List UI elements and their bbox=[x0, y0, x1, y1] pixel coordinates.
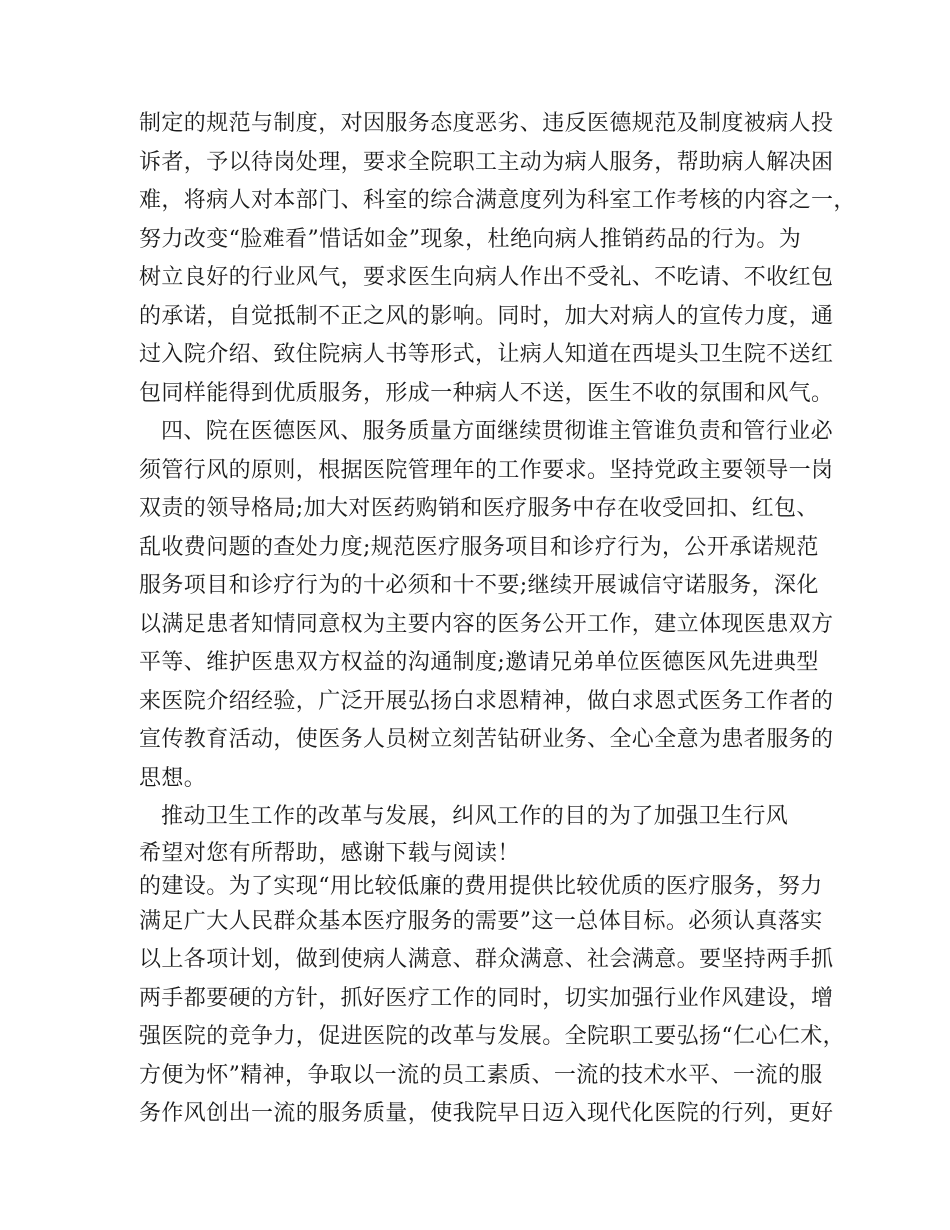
paragraph-start-line: 推动卫生工作的改革与发展，纠风工作的目的为了加强卫生行风 bbox=[161, 804, 789, 829]
text-line: 难，将病人对本部门、科室的综合满意度列为科室工作考核的内容之一， bbox=[139, 188, 856, 213]
text-line: 宣传教育活动，使医务人员树立刻苦钻研业务、全心全意为患者服务的 bbox=[139, 727, 834, 752]
text-line: 乱收费问题的查处力度;规范医疗服务项目和诊疗行为，公开承诺规范 bbox=[139, 534, 819, 560]
text-line: 以上各项计划，做到使病人满意、群众满意、社会满意。要坚持两手抓 bbox=[139, 947, 834, 972]
text-line: 思想。 bbox=[139, 765, 207, 791]
text-line: 来医院介绍经验，广泛开展弘扬白求恩精神，做白求恩式医务工作者的 bbox=[139, 688, 834, 714]
text-line: 满足广大人民群众基本医疗服务的需要”这一总体目标。必须认真落实 bbox=[139, 908, 823, 934]
text-line: 以满足患者知情同意权为主要内容的医务公开工作，建立体现医患双方 bbox=[139, 611, 834, 637]
text-line: 树立良好的行业风气，要求医生向病人作出不受礼、不吃请、不收红包 bbox=[139, 265, 834, 290]
text-line: 务作风创出一流的服务质量，使我院早日迈入现代化医院的行列，更好 bbox=[139, 1101, 834, 1126]
text-line: 努力改变“脸难看”惜话如金”现象，杜绝向病人推销药品的行为。为 bbox=[139, 226, 802, 252]
text-line: 两手都要硬的方针，抓好医疗工作的同时，切实加强行业作风建设，增 bbox=[139, 985, 834, 1011]
body-text bbox=[139, 105, 856, 1134]
text-line: 方便为怀”精神，争取以一流的员工素质、一流的技术水平、一流的服 bbox=[139, 1062, 823, 1088]
text-line: 包同样能得到优质服务，形成一种病人不送，医生不收的氛围和风气。 bbox=[139, 380, 834, 406]
text-line: 的承诺，自觉抵制不正之风的影响。同时，加大对病人的宣传力度，通 bbox=[139, 303, 834, 329]
text-line: 制定的规范与制度，对因服务态度恶劣、违反医德规范及制度被病人投 bbox=[139, 111, 834, 136]
text-line: 诉者，予以待岗处理，要求全院职工主动为病人服务，帮助病人解决困 bbox=[139, 149, 834, 175]
text-line: 须管行风的原则，根据医院管理年的工作要求。坚持党政主要领导一岗 bbox=[139, 457, 834, 483]
text-line: 双责的领导格局;加大对医药购销和医疗服务中存在收受回扣、红包、 bbox=[139, 496, 819, 521]
text-line: 的建设。为了实现“用比较低廉的费用提供比较优质的医疗服务，努力 bbox=[139, 873, 823, 899]
text-line: 过入院介绍、致住院病人书等形式，让病人知道在西堤头卫生院不送红 bbox=[139, 342, 834, 367]
text-line: 服务项目和诊疗行为的十必须和十不要;继续开展诚信守诺服务，深化 bbox=[139, 573, 819, 598]
paragraph-start-line: 四、院在医德医风、服务质量方面继续贯彻谁主管谁负责和管行业必 bbox=[161, 419, 834, 444]
thanks-note: 希望对您有所帮助，感谢下载与阅读！ bbox=[139, 840, 520, 866]
text-line: 平等、维护医患双方权益的沟通制度;邀请兄弟单位医德医风先进典型 bbox=[139, 650, 819, 675]
text-line: 强医院的竞争力，促进医院的改革与发展。全院职工要弘扬“仁心仁术， bbox=[139, 1024, 846, 1049]
